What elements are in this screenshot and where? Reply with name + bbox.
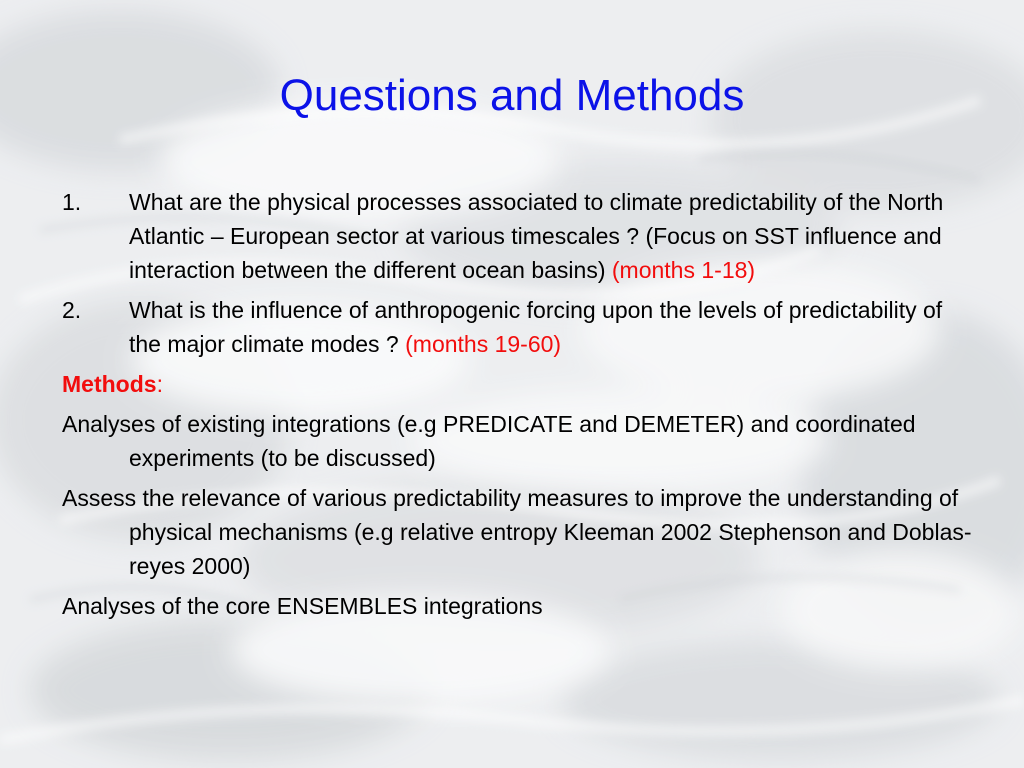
question-text: What are the physical processes associated to climate predictability of the North Atlantic – European sector at various timescales ? (Focus on SST influence and interaction between the different ocean basins): [129, 189, 944, 283]
question-timeframe: (months 1-18): [611, 257, 756, 283]
question-number: 2.: [62, 297, 82, 323]
question-text: What is the influence of anthropogenic forcing upon the levels of predictability of the major climate modes ?: [129, 297, 943, 357]
question-item: [62, 293, 972, 361]
methods-heading-label: Methods: [62, 371, 157, 397]
method-item: Assess the relevance of various predictability measures to improve the understanding of physical mechanisms (e.g relative entropy Kleeman 2002 Stephenson and Doblas-reyes 2000): [62, 485, 972, 579]
question-number: 1.: [62, 189, 82, 215]
method-item: Analyses of existing integrations (e.g PREDICATE and DEMETER) and coordinated experiments (to be discussed): [62, 411, 916, 471]
question-item: [62, 185, 972, 287]
slide-title: Questions and Methods: [279, 71, 745, 120]
methods-heading: [62, 367, 972, 401]
question-timeframe: (months 19-60): [405, 331, 562, 357]
slide-body: [62, 185, 972, 629]
method-item: Analyses of the core ENSEMBLES integrations: [62, 593, 543, 619]
methods-heading-colon: :: [156, 371, 163, 397]
